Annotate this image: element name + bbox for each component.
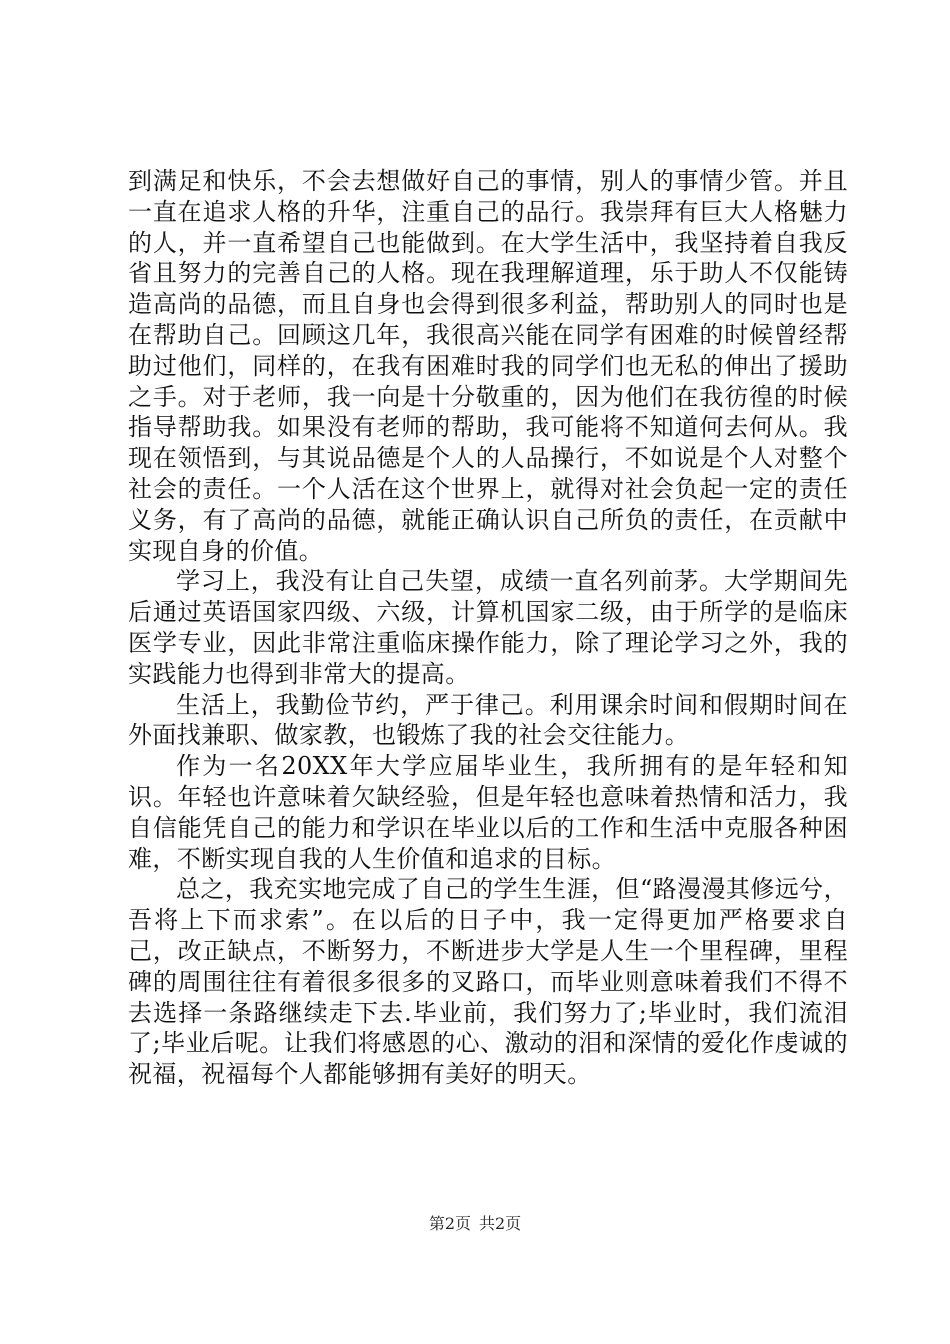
document-body [128,166,848,1090]
paragraph-life: 生活上，我勤俭节约，严于律己。利用课余时间和假期时间在外面找兼职、做家教，也锻炼了我的社会交往能力。 [128,690,848,750]
page-total: 共2页 [479,1214,522,1233]
page-number: 第2页 [428,1214,471,1233]
paragraph-study: 学习上，我没有让自己失望，成绩一直名列前茅。大学期间先后通过英语国家四级、六级，计算机国家二级，由于所学的是临床医学专业，因此非常注重临床操作能力，除了理论学习之外，我的实践能力也得到非常大的提高。 [128,567,848,688]
page-footer [0,1214,950,1234]
paragraph-conclusion: 总之，我充实地完成了自己的学生生涯，但“路漫漫其修远兮，吾将上下而求索”。在以后的日子中，我一定得更加严格要求自己，改正缺点，不断努力，不断进步大学是人生一个里程碑，里程碑的周围往往有着很多很多的叉路口，而毕业则意味着我们不得不去选择一条路继续走下去.毕业前，我们努力了;毕业时，我们流泪了;毕业后呢。让我们将感恩的心、激动的泪和深情的爱化作虔诚的祝福，祝福每个人都能够拥有美好的明天。 [128,875,848,1089]
paragraph-graduate: 作为一名20XX年大学应届毕业生，我所拥有的是年轻和知识。年轻也许意味着欠缺经验，但是年轻也意味着热情和活力，我自信能凭自己的能力和学识在毕业以后的工作和生活中克服各种困难，不断实现自我的人生价值和追求的目标。 [128,752,848,873]
paragraph-continuation: 到满足和快乐，不会去想做好自己的事情，别人的事情少管。并且一直在追求人格的升华，注重自己的品行。我崇拜有巨大人格魅力的人，并一直希望自己也能做到。在大学生活中，我坚持着自我反省且努力的完善自己的人格。现在我理解道理，乐于助人不仅能铸造高尚的品德，而且自身也会得到很多利益，帮助别人的同时也是在帮助自己。回顾这几年，我很高兴能在同学有困难的时候曾经帮助过他们，同样的，在我有困难时我的同学们也无私的伸出了援助之手。对于老师，我一向是十分敬重的，因为他们在我彷徨的时候指导帮助我。如果没有老师的帮助，我可能将不知道何去何从。我现在领悟到，与其说品德是个人的人品操行，不如说是个人对整个社会的责任。一个人活在这个世界上，就得对社会负起一定的责任义务，有了高尚的品德，就能正确认识自己所负的责任，在贡献中实现自身的价值。 [128,167,848,565]
